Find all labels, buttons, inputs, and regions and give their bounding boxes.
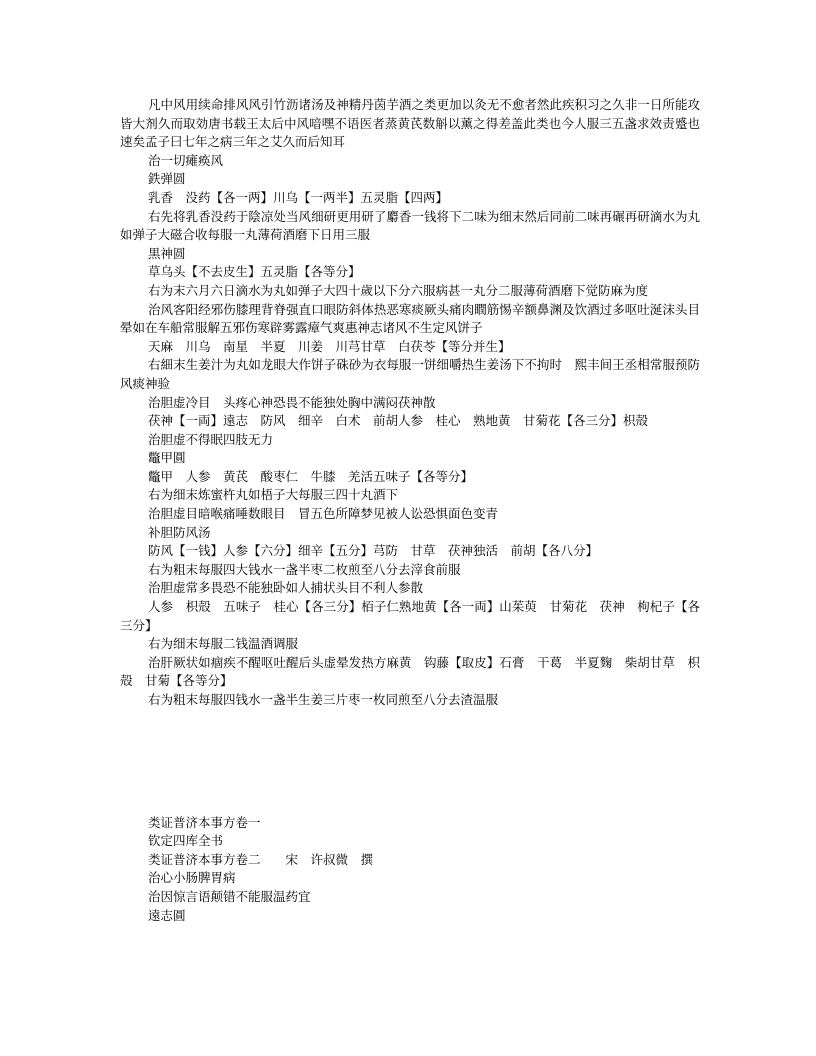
paragraph: 治肝厥状如痼疾不醒呕吐醒后头虚晕发热方麻黄 钩藤【取皮】石膏 干葛 半夏麴 柴胡甘草 枳殻 甘菊【各等分】 <box>120 654 700 689</box>
collection-title: 钦定四库全书 <box>148 833 224 849</box>
paragraph: 右为粗末每服四钱水一盏半生姜三片枣一枚同煎至八分去渣温服 <box>148 692 499 707</box>
paragraph: 右为粗末每服四大钱水一盏半枣二枚煎至八分去滓食前服 <box>148 561 461 577</box>
paragraph: 右細末生姜汁为丸如龙眼大作饼子硃砂为衣每服一饼细嚼热生姜汤下不拘时 熙丰间王丞相常服预防风痰神验 <box>120 357 700 391</box>
paragraph: 草乌头【不去皮生】五灵脂【各等分】 <box>148 264 361 280</box>
paragraph: 乳香 没药【各一两】川乌【一两半】五灵脂【四两】 <box>148 189 449 205</box>
paragraph: 鼈甲 人参 黄芪 酸枣仁 牛膝 羌活五味子【各等分】 <box>148 468 474 484</box>
paragraph: 治风客阳经邪伤膝理背脊强直口眼防斜体热恶寒痰厥头痛肉瞤筋惕辛额鼻渊及饮酒过多呕吐涎沫头目 晕如在车船常服解五邪伤寒辟雾露瘴气爽惠神志诸风不生定风饼子 <box>120 301 713 336</box>
volume-end-title: 类证普济本事方卷一 <box>148 814 261 830</box>
paragraph: 鼈甲圓 <box>148 450 186 466</box>
section-main-text <box>120 96 713 710</box>
section-chapter-heading <box>120 814 700 926</box>
paragraph: 补胆防风汤 <box>148 524 211 540</box>
paragraph: 右为末六月六日滴水为丸如弹子大四十歲以下分六服病甚一丸分二服薄荷酒磨下觉防麻为度 <box>148 282 649 298</box>
paragraph: 治一切瘫痪风 <box>148 152 224 168</box>
document-page <box>120 96 713 925</box>
paragraph: 鉄弹圆 <box>148 171 186 187</box>
paragraph: 防风【一钱】人参【六分】细辛【五分】芎防 甘草 茯神独活 前胡【各八分】 <box>148 543 599 559</box>
paragraph: 治胆虚常多畏恐不能独卧如人捕状头目不利人参散 <box>148 580 424 596</box>
paragraph: 黒神圆 <box>148 245 186 261</box>
paragraph: 人参 枳殻 五味子 桂心【各三分】栢子仁熟地黄【各一両】山茱萸 甘菊花 茯神 枸杞子【各三分】 <box>120 599 700 633</box>
recipe-name: 遠志圓 <box>148 907 186 923</box>
section-gap <box>120 710 700 814</box>
paragraph: 右先将乳香没药于陰凉处当风细研更用研了麝香一钱将下二味为细末然后同前二味再碾再研滴水为丸如弹子大磁合收每服一丸薄荷酒磨下日用三服 <box>120 208 700 243</box>
paragraph: 右为细末每服二钱温酒调服 <box>148 636 299 652</box>
paragraph: 凡中风用续命排风风引竹沥诸汤及神精丹茵芋酒之类更加以灸无不愈者然此疾积习之久非一日所能攻皆大剂久而取効唐书载王太后中风喑嘿不语医者蒸黄芪数斛以薰之得差盖此类也今人服三五盏求效责蹙也速矣孟子曰七年之病三年之艾久而后知耳 <box>120 97 700 150</box>
paragraph: 天麻 川乌 南星 半夏 川姜 川芎甘草 白茯苓【等分并生】 <box>148 338 511 354</box>
paragraph: 治胆虚冷目 头疼心神恐畏不能独处胸中满闷茯神散 <box>148 394 436 410</box>
paragraph: 治因惊言语颠错不能服温药宜 <box>148 888 311 904</box>
paragraph: 茯神【一両】遠志 防风 细辛 白术 前胡人参 桂心 熟地黄 甘菊花【各三分】枳殻 <box>148 413 649 429</box>
paragraph: 治胆虚目暗喉痛唾数眼目 冒五色所障梦见被人讼恐惧面色变青 <box>148 506 499 522</box>
paragraph: 治胆虚不得眠四肢无力 <box>148 431 274 447</box>
paragraph: 右为细末炼蜜杵丸如梧子大每服三四十丸酒下 <box>148 487 399 503</box>
section-heading: 治心小肠脾胃病 <box>148 870 236 886</box>
volume-title: 类证普济本事方卷二 宋 许叔微 撰 <box>148 851 374 867</box>
